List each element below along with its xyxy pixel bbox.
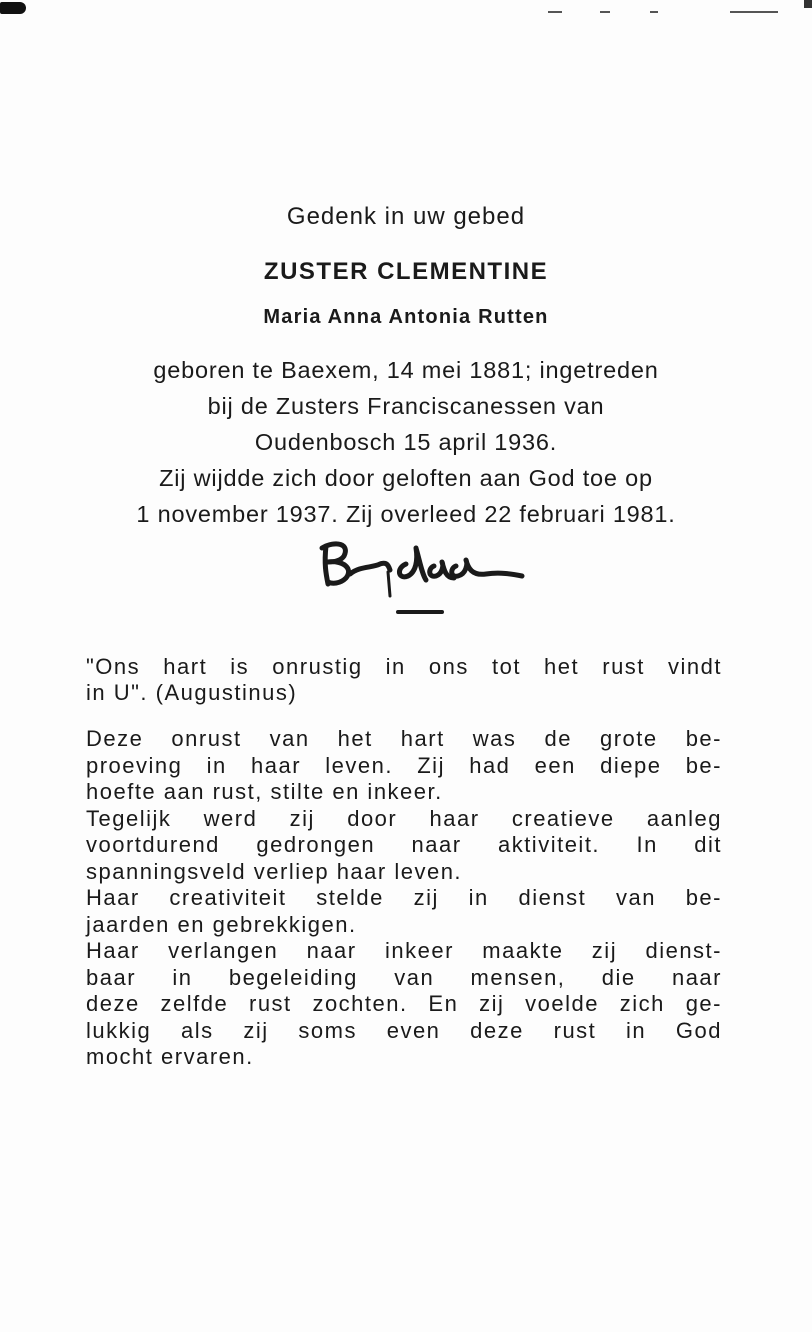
body-line: lukkig als zij soms even deze rust in God: [86, 1017, 722, 1043]
augustinus-quote: [86, 654, 722, 706]
body-line: Tegelijk werd zij door haar creatieve aanleg: [86, 805, 722, 831]
card-header: Gedenk in uw gebed: [286, 203, 526, 230]
biography: [0, 352, 812, 532]
body-line: hoefte aan rust, stilte en inkeer.: [86, 779, 443, 804]
bio-line: bij de Zusters Franciscanessen van: [207, 393, 605, 419]
body-line: voortdurend gedrongen naar aktiviteit. In dit: [86, 832, 722, 857]
body-line: Haar verlangen naar inkeer maakte zij dienst-: [86, 938, 722, 963]
handwritten-signature: [316, 534, 532, 624]
scan-artifact-dash: [650, 11, 658, 13]
body-line: Haar creativiteit stelde zij in dienst van be-: [86, 885, 722, 910]
body-line: proeving in haar leven. Zij had een diepe be-: [86, 752, 722, 778]
body-line: jaarden en gebrekkigen.: [86, 911, 357, 937]
signature-text: Bida: [316, 534, 319, 535]
bio-line: Zij wijdde zich door geloften aan God toe op: [159, 465, 653, 491]
body-paragraph: [86, 726, 722, 1071]
bio-line: geboren te Baexem, 14 mei 1881; ingetreden: [153, 357, 659, 383]
body-line: deze zelfde rust zochten. En zij voelde zich ge-: [86, 991, 722, 1016]
scan-artifact-corner: [804, 0, 812, 8]
scan-artifact-dash: [548, 11, 562, 13]
body-line: mocht ervaren.: [86, 1044, 254, 1069]
body-line: baar in begeleiding van mensen, die naar: [86, 964, 722, 990]
quote-line: in U". (Augustinus): [86, 680, 298, 705]
scan-artifact-mark: [0, 2, 26, 14]
body-line: Deze onrust van het hart was de grote be-: [86, 726, 722, 751]
scan-artifact-dash: [600, 11, 610, 13]
quote-line: "Ons hart is onrustig in ons tot het rust vindt: [86, 654, 722, 679]
full-name: Maria Anna Antonia Rutten: [263, 306, 549, 328]
bio-line: 1 november 1937. Zij overleed 22 februari 1981.: [136, 501, 676, 527]
bio-line: Oudenbosch 15 april 1936.: [254, 429, 558, 455]
body-line: spanningsveld verliep haar leven.: [86, 858, 463, 884]
scan-artifact-dash: [730, 11, 778, 13]
card-title: ZUSTER CLEMENTINE: [263, 258, 549, 285]
